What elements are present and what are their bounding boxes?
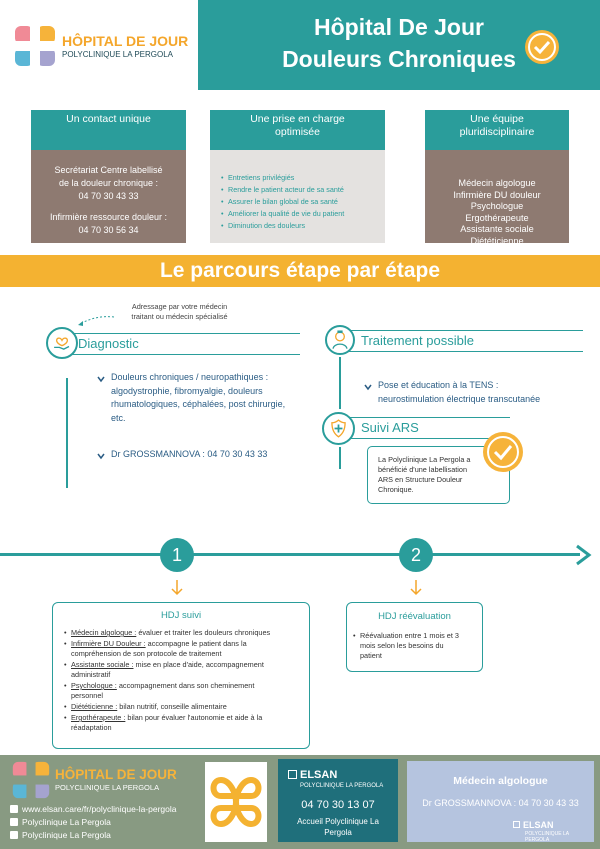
shield-cross-icon [322,412,355,445]
diagnostic-bullet-1: Douleurs chroniques / neuropathiques : algodystrophie, fibromyalgie, douleurs rhumatologiques, céphalées, post chirurgie, etc. [111,372,286,423]
linkedin-icon [10,818,18,826]
elsan-contact-box [278,759,398,842]
card-equipe-list [425,150,569,246]
ars-box: La Polyclinique La Pergola a bénéficié d'une labellisation ARS en Structure Douleur Chronique. [367,446,510,504]
step-2-circle: 2 [399,538,433,572]
elsan-brand: ELSAN [288,769,337,781]
ars-line [339,447,341,469]
elsan-symbol-box [205,762,267,842]
page-title-line1: Hôpital De Jour [314,14,484,40]
chevron-down-icon [97,375,105,383]
role-label: Ergothérapeute : [71,713,126,722]
list-item [71,660,309,680]
diagnostic-bullet-2: Dr GROSSMANNOVA : 04 70 30 43 33 [111,449,268,459]
header-logo [0,0,198,90]
card-contact-title: Un contact unique [31,110,186,150]
medecin-title: Médecin algologue [453,775,548,787]
page-title-line2: Douleurs Chroniques [282,46,516,72]
diagnostic-line [66,378,68,488]
step-1-circle: 1 [160,538,194,572]
dotted-arrow-icon [76,313,116,327]
list-item: • Réévaluation entre 1 mois et 3 mois selon les besoins du patient [360,631,482,661]
arrow-down-icon [171,580,183,596]
list-item [71,681,309,701]
hdj-reeval-list [360,631,482,661]
card-equipe-title: Une équipe pluridisciplinaire [425,110,569,150]
role-description: mise en place d'aide, accompagnement [133,660,264,669]
traitement-heading: Traitement possible [345,330,583,352]
timeline-line [0,553,580,556]
role-description: personnel [71,691,104,700]
elsan-address: Accueil Polyclinique La Pergola [297,817,379,837]
list-item [71,713,309,733]
list-item: • Entretiens privilégiés [228,172,385,184]
role-description: accompagnement dans son cheminement [116,681,255,690]
list-item [71,639,309,659]
role-label: Psychologue : [71,681,117,690]
list-item: • Diminution des douleurs [228,220,385,232]
role-description: bilan nutritif, conseille alimentaire [117,702,227,711]
list-item: • Rendre le patient acteur de sa santé [228,184,385,196]
adressage-note: Adressage par votre médecin traitant ou médecin spécialisé [131,302,228,321]
role-description: réadaptation [71,723,112,732]
list-item: • Assurer le bilan global de sa santé [228,196,385,208]
footer-logo-icon [12,760,50,800]
list-item: Ergothérapeute [465,212,529,223]
role-label: Infirmière DU Douleur : [71,639,146,648]
arrow-right-icon [572,543,596,567]
role-description: accompagne le patient dans la [145,639,247,648]
heart-hand-icon [46,327,78,359]
list-item [71,702,309,712]
ars-heading: Suivi ARS [345,417,510,439]
logo-title: HÔPITAL DE JOUR [62,33,189,49]
chevron-down-icon [364,383,372,391]
hdj-suivi-box [52,602,310,749]
role-description: bilan pour évaluer l'autonomie et aide à la [125,713,263,722]
medecin-contact: Dr GROSSMANNOVA : 04 70 30 43 33 [422,798,579,808]
chevron-down-icon [97,452,105,460]
card-contact [31,110,186,243]
parcours-banner: Le parcours étape par étape [0,255,600,287]
hdj-reeval-title: HDJ réévaluation [378,611,451,622]
traitement-bullet: Pose et éducation à la TENS : neurostimulation électrique transcutanée [378,380,541,404]
elsan-phone: 04 70 30 13 07 [301,799,375,811]
list-item: Médecin algologue [458,178,536,188]
footer-links [10,803,177,842]
list-item: Psychologue [470,201,524,211]
diagnostic-heading: Diagnostic [62,333,300,355]
footer-logo-title: HÔPITAL DE JOUR [55,767,177,782]
medecin-brand: ELSAN [513,820,554,830]
list-item: Assistante sociale [460,224,534,234]
footer-link-linkedin[interactable]: Polyclinique La Pergola [10,816,177,829]
medecin-brand-sub: POLYCLINIQUE LA PERGOLA [525,831,569,843]
traitement-line [339,357,341,409]
elsan-sub: POLYCLINIQUE LA PERGOLA [300,783,384,789]
card-contact-body: Secrétariat Centre labellisé de la douleur chronique : 04 70 30 43 33 Infirmière ressource douleur : 04 70 30 56 34 [31,150,186,243]
elsan-mark-icon [513,821,520,828]
role-label: Diététicienne : [71,702,118,711]
footer-logo-subtitle: POLYCLINIQUE LA PERGOLA [55,783,160,792]
list-item: • Améliorer la qualité de vie du patient [228,208,385,220]
hdj-suivi-list [71,628,309,733]
role-description: compréhension de son protocole de traitement [71,649,222,658]
hdj-reeval-box [346,602,483,672]
list-item: Infirmière DU douleur [453,189,541,200]
medecin-box [407,761,594,842]
instagram-icon [10,805,18,813]
logo-subtitle: POLYCLINIQUE LA PERGOLA [62,50,174,59]
card-prise [210,110,385,243]
check-badge-icon [525,30,559,64]
role-description: évaluer et traiter les douleurs chroniques [136,628,271,637]
elsan-mark-icon [288,770,297,779]
footer-link-website[interactable]: www.elsan.care/fr/polyclinique-la-pergola [10,803,177,816]
arrow-down-icon [410,580,422,596]
facebook-icon [10,831,18,839]
role-label: Médecin algologue : [71,628,137,637]
ars-check-icon [483,432,523,472]
elsan-symbol-icon [205,762,267,842]
footer-link-facebook[interactable]: Polyclinique La Pergola [10,829,177,842]
role-label: Assistante sociale : [71,660,134,669]
card-equipe [425,110,569,246]
hdj-suivi-title: HDJ suivi [160,610,202,621]
role-description: administratif [71,670,111,679]
list-item: Diététicienne [470,235,524,246]
pergola-logo-icon [15,24,55,68]
card-prise-title: Une prise en charge optimisée [210,110,385,150]
doctor-icon [325,325,355,355]
card-prise-list [210,150,385,243]
list-item [71,628,309,638]
